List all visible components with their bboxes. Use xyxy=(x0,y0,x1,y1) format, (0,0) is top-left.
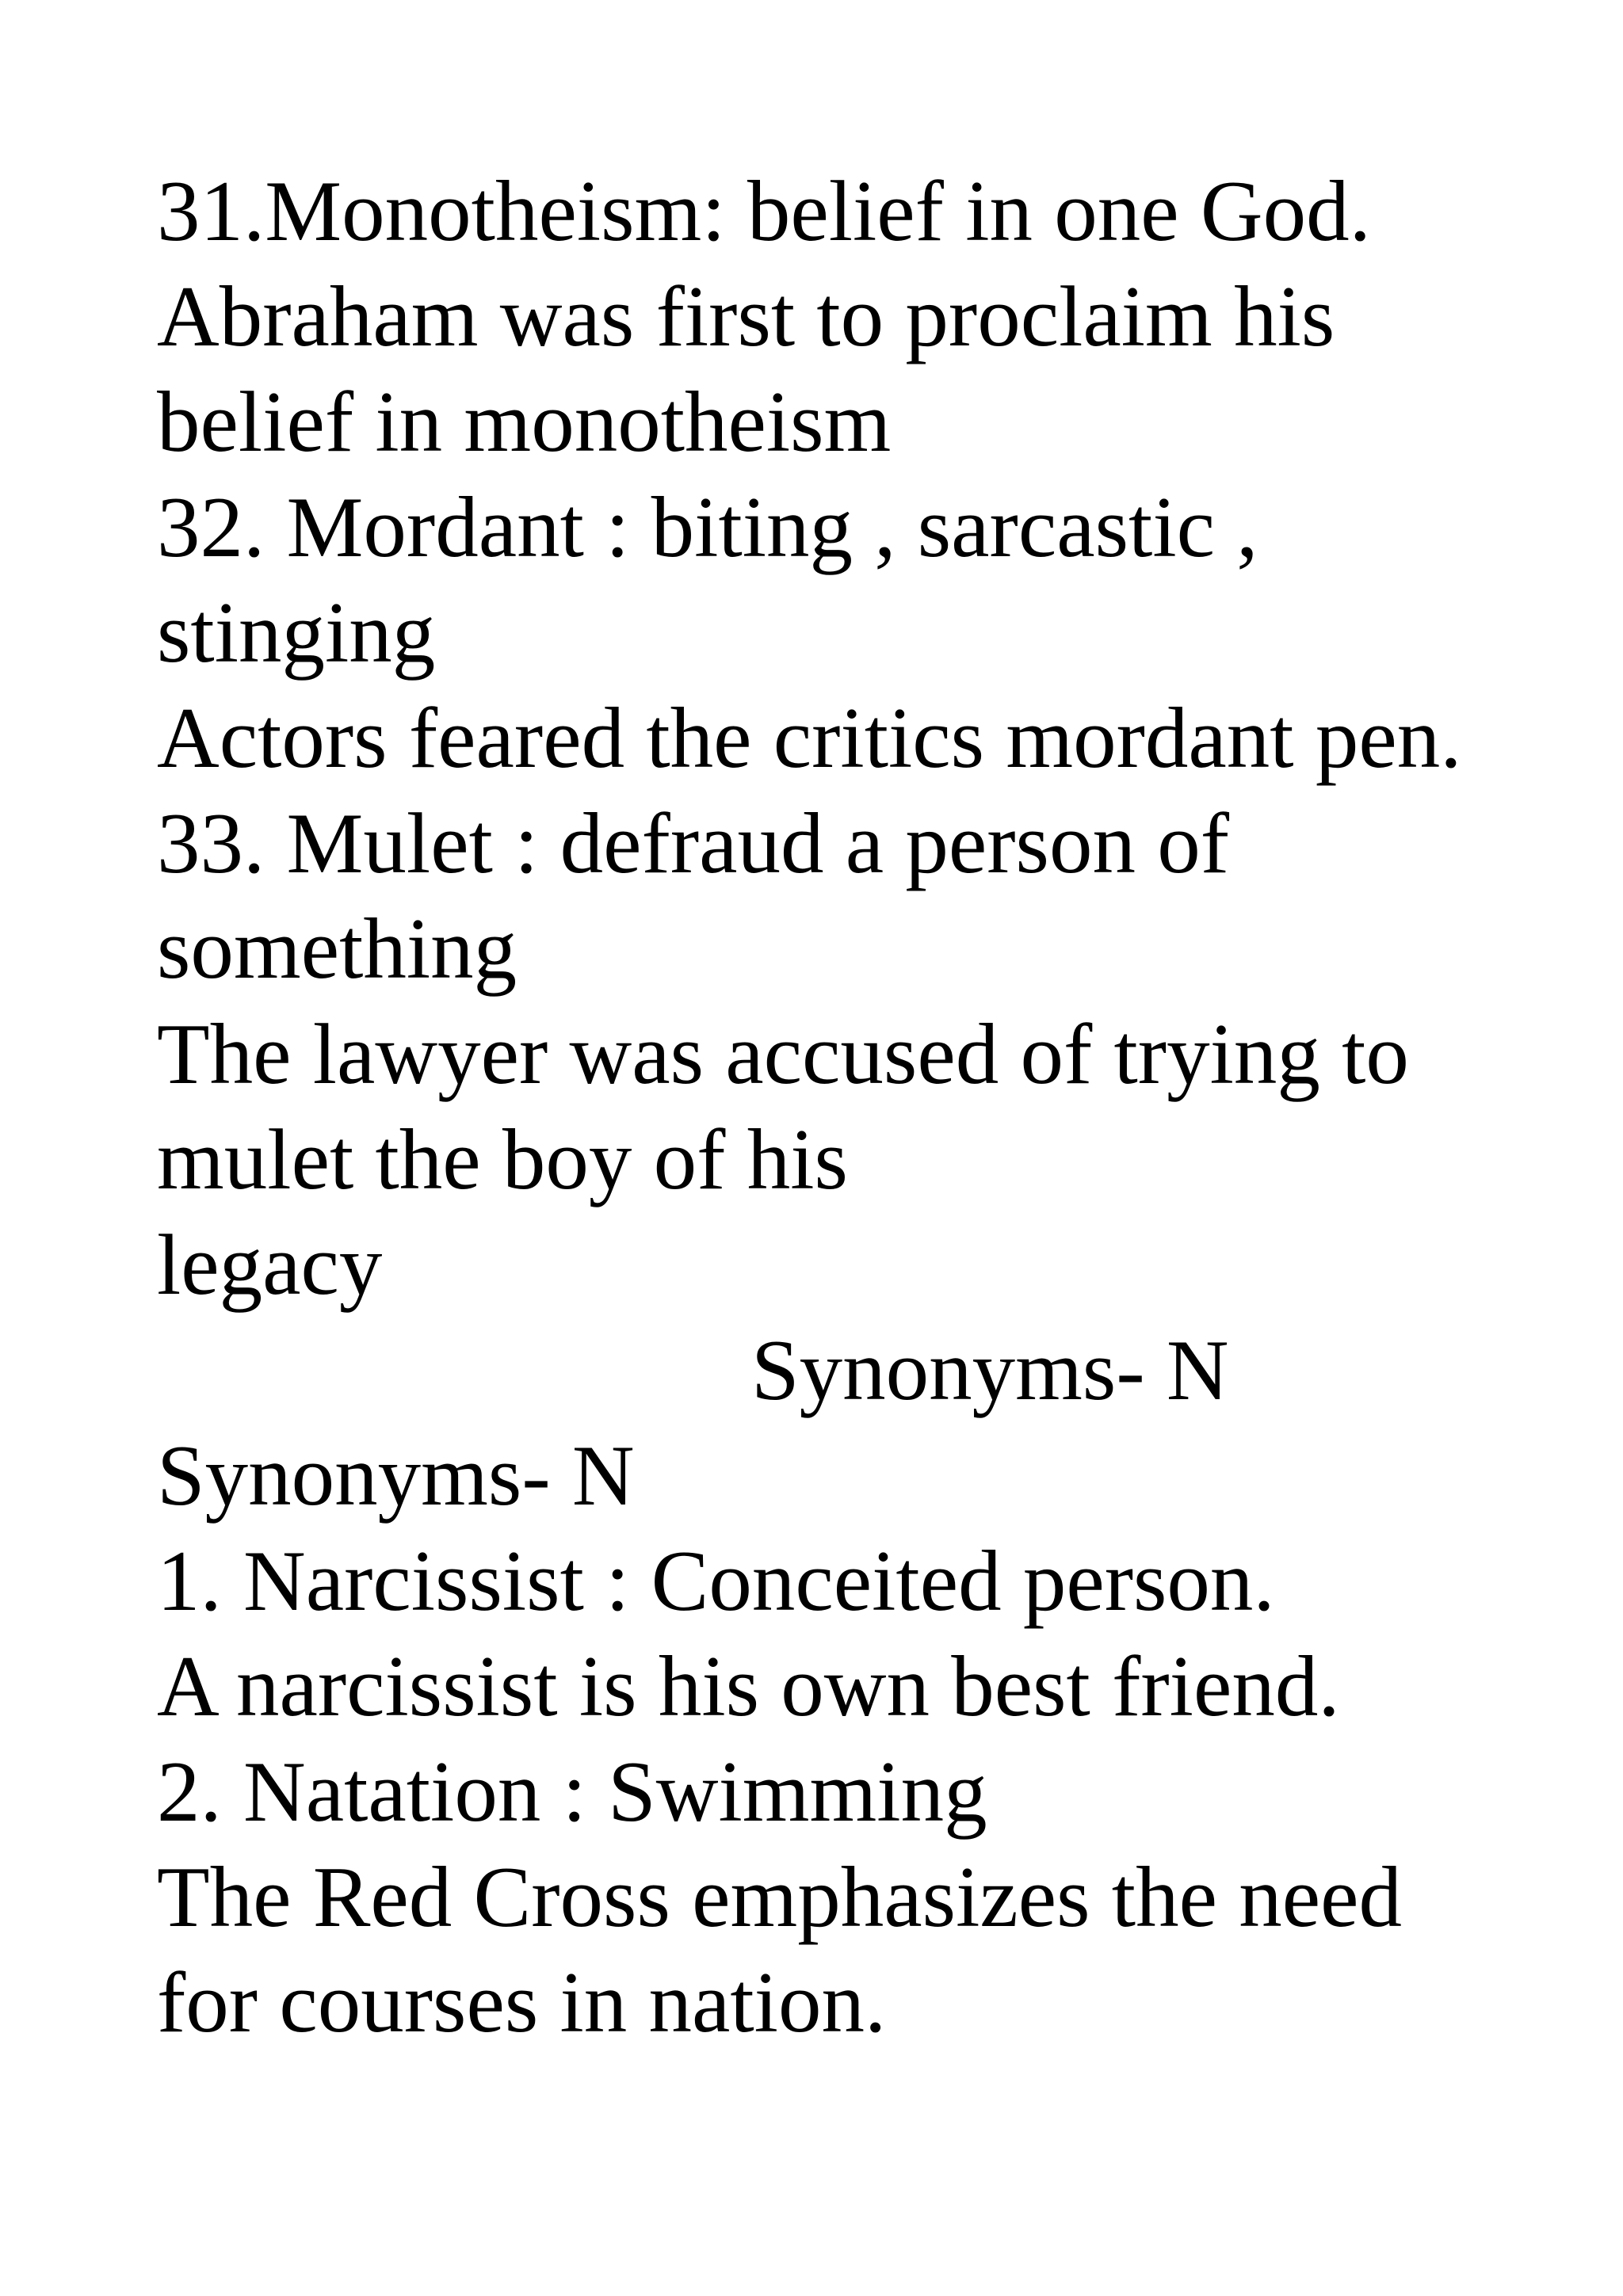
entry-32-heading-line-1: 32. Mordant : biting , sarcastic , xyxy=(157,479,1258,575)
entry-1-heading: 1. Narcissist : Conceited person. xyxy=(157,1533,1275,1629)
document-body xyxy=(157,158,1583,2055)
entry-32-heading-line-2: stinging xyxy=(157,585,436,681)
entry-2-example-line-1: The Red Cross emphasizes the need xyxy=(157,1849,1402,1945)
entry-33-example-line-3: legacy xyxy=(157,1217,383,1313)
section-heading-centered: Synonyms- N xyxy=(751,1322,1229,1418)
entry-33-heading-line-2: something xyxy=(157,901,517,997)
entry-33-example-line-2: mulet the boy of his xyxy=(157,1112,848,1207)
entry-31-example-line-1: Abraham was first to proclaim his xyxy=(157,269,1335,364)
entry-2-example-line-2: for courses in nation. xyxy=(157,1955,887,2050)
section-heading: Synonyms- N xyxy=(157,1428,635,1524)
entry-33-heading-line-1: 33. Mulet : defraud a person of xyxy=(157,795,1230,891)
entry-2-heading: 2. Natation : Swimming xyxy=(157,1744,987,1840)
entry-32-example: Actors feared the critics mordant pen. xyxy=(157,690,1462,786)
entry-1-example: A narcissist is his own best friend. xyxy=(157,1638,1340,1734)
entry-31-heading: 31.Monotheism: belief in one God. xyxy=(157,163,1371,259)
entry-31-example-line-2: belief in monotheism xyxy=(157,374,892,470)
entry-33-example-line-1: The lawyer was accused of trying to xyxy=(157,1006,1409,1102)
